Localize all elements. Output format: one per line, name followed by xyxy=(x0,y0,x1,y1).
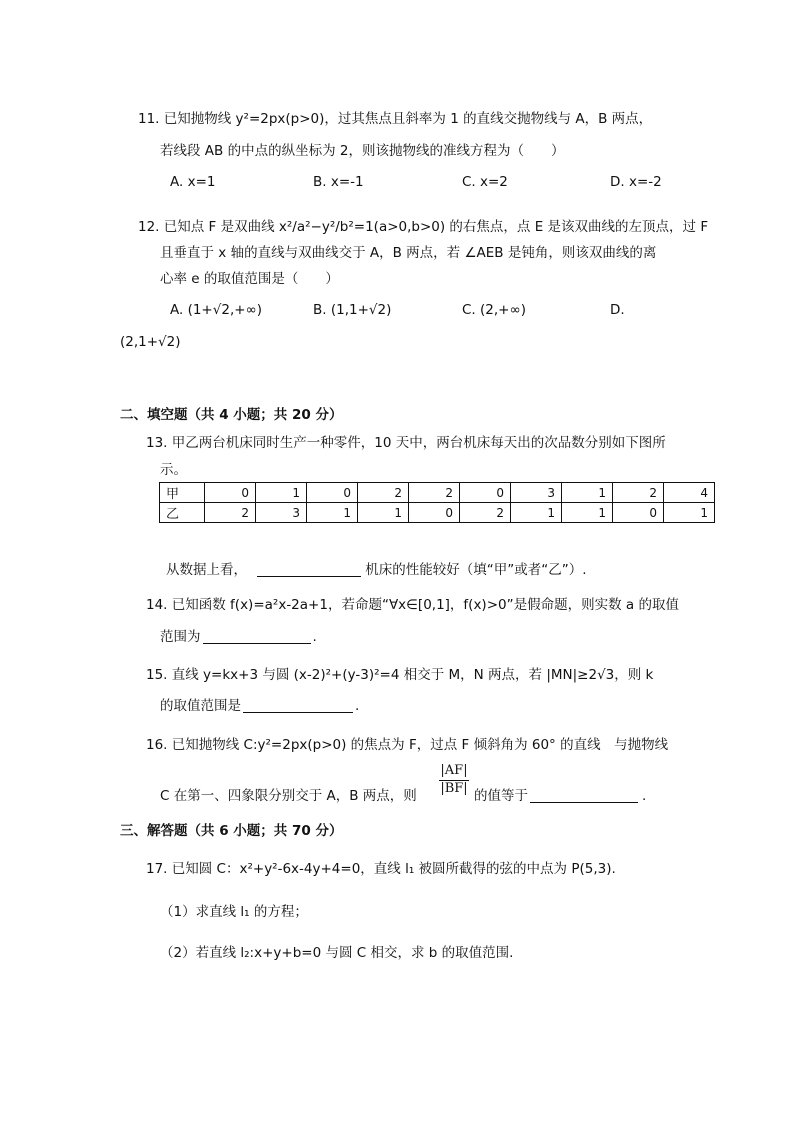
q16-line-2-suffix xyxy=(474,787,646,805)
fraction-numerator: |AF| xyxy=(440,763,468,778)
section-2-title: 二、填空题（共 4 小题；共 20 分） xyxy=(120,407,343,423)
q16-line-1: 16. 已知抛物线 C:y²=2px(p>0) 的焦点为 F，过点 F 倾斜角为 60° 的直线 与抛物线 xyxy=(146,737,669,753)
fraction-denominator: |BF| xyxy=(440,781,468,796)
table-cell: 3 xyxy=(256,503,307,523)
q16-answer-blank[interactable] xyxy=(530,788,638,803)
table-cell: 4 xyxy=(664,483,715,503)
table-cell: 1 xyxy=(307,503,358,523)
q17-part-1: （1）求直线 l₁ 的方程； xyxy=(160,904,308,920)
table-cell: 0 xyxy=(205,483,256,503)
q11-line-2: 若线段 AB 的中点的纵坐标为 2，则该抛物线的准线方程为（ ） xyxy=(160,143,565,159)
table-cell: 0 xyxy=(409,503,460,523)
q11-option-a: A. x=1 xyxy=(170,174,216,190)
q16-suffix: 的值等于 xyxy=(474,788,528,804)
table-row-jia xyxy=(160,483,715,503)
q17-part-2: （2）若直线 l₂:x+y+b=0 与圆 C 相交，求 b 的取值范围. xyxy=(160,945,514,961)
q12-line-3: 心率 e 的取值范围是（ ） xyxy=(160,271,339,287)
table-cell: 1 xyxy=(511,503,562,523)
table-cell: 1 xyxy=(562,503,613,523)
q15-answer-blank[interactable] xyxy=(243,698,353,713)
table-cell: 0 xyxy=(460,483,511,503)
table-cell: 0 xyxy=(613,503,664,523)
q14-prefix: 范围为 xyxy=(160,629,201,645)
table-cell: 2 xyxy=(613,483,664,503)
table-row-yi xyxy=(160,503,715,523)
table-cell: 1 xyxy=(358,503,409,523)
table-cell: 3 xyxy=(511,483,562,503)
q13-answer-suffix: 机床的性能较好（填“甲”或者“乙”）. xyxy=(365,562,587,578)
q13-line-1: 13. 甲乙两台机床同时生产一种零件，10 天中，两台机床每天出的次品数分别如下图所 xyxy=(146,435,666,451)
q13-answer-line xyxy=(166,561,587,579)
q14-line-2 xyxy=(160,628,317,646)
table-cell: 2 xyxy=(358,483,409,503)
q14-line-1: 14. 已知函数 f(x)=a²x-2a+1，若命题“∀x∈[0,1]，f(x)>0”是假命题，则实数 a 的取值 xyxy=(146,597,679,613)
q12-line-1: 12. 已知点 F 是双曲线 x²/a²−y²/b²=1(a>0,b>0) 的右焦点，点 E 是该双曲线的左顶点，过 F xyxy=(138,219,709,235)
q13-answer-blank[interactable] xyxy=(257,562,361,577)
q14-suffix: . xyxy=(312,629,317,645)
q11-option-d: D. x=-2 xyxy=(610,174,662,190)
q15-suffix: . xyxy=(355,698,360,714)
table-cell: 2 xyxy=(409,483,460,503)
q17-line-1: 17. 已知圆 C：x²+y²-6x-4y+4=0，直线 l₁ 被圆所截得的弦的中点为 P(5,3). xyxy=(146,861,616,877)
q15-line-2 xyxy=(160,697,359,715)
q12-option-d: D. xyxy=(610,302,625,318)
table-cell: 1 xyxy=(562,483,613,503)
q13-defect-table xyxy=(159,482,715,523)
q11-option-c: C. x=2 xyxy=(462,174,508,190)
row-label: 甲 xyxy=(160,483,205,503)
table-cell: 1 xyxy=(664,503,715,523)
q12-option-a: A. (1+√2,+∞) xyxy=(170,302,263,318)
section-3-title: 三、解答题（共 6 小题；共 70 分） xyxy=(120,823,343,839)
table-cell: 0 xyxy=(307,483,358,503)
q13-answer-prefix: 从数据上看， xyxy=(166,562,247,578)
q11-option-b: B. x=-1 xyxy=(313,174,364,190)
q12-option-d-value: (2,1+√2) xyxy=(120,334,181,350)
row-label: 乙 xyxy=(160,503,205,523)
q15-prefix: 的取值范围是 xyxy=(160,698,241,714)
q12-option-b: B. (1,1+√2) xyxy=(313,302,392,318)
q16-fraction xyxy=(439,763,469,797)
table-cell: 2 xyxy=(460,503,511,523)
table-cell: 2 xyxy=(205,503,256,523)
table-cell: 1 xyxy=(256,483,307,503)
q15-line-1: 15. 直线 y=kx+3 与圆 (x-2)²+(y-3)²=4 相交于 M，N 两点，若 |MN|≥2√3，则 k xyxy=(146,667,654,683)
q11-line-1: 11. 已知抛物线 y²=2px(p>0)，过其焦点且斜率为 1 的直线交抛物线与 A，B 两点， xyxy=(138,111,653,127)
q16-line-2-prefix: C 在第一、四象限分别交于 A，B 两点，则 xyxy=(160,788,417,804)
q14-answer-blank[interactable] xyxy=(203,629,311,644)
q16-end: . xyxy=(642,788,647,804)
q12-option-c: C. (2,+∞) xyxy=(462,302,526,318)
q13-line-2: 示。 xyxy=(160,462,187,478)
q12-line-2: 且垂直于 x 轴的直线与双曲线交于 A，B 两点，若 ∠AEB 是钝角，则该双曲线的离 xyxy=(160,245,657,261)
